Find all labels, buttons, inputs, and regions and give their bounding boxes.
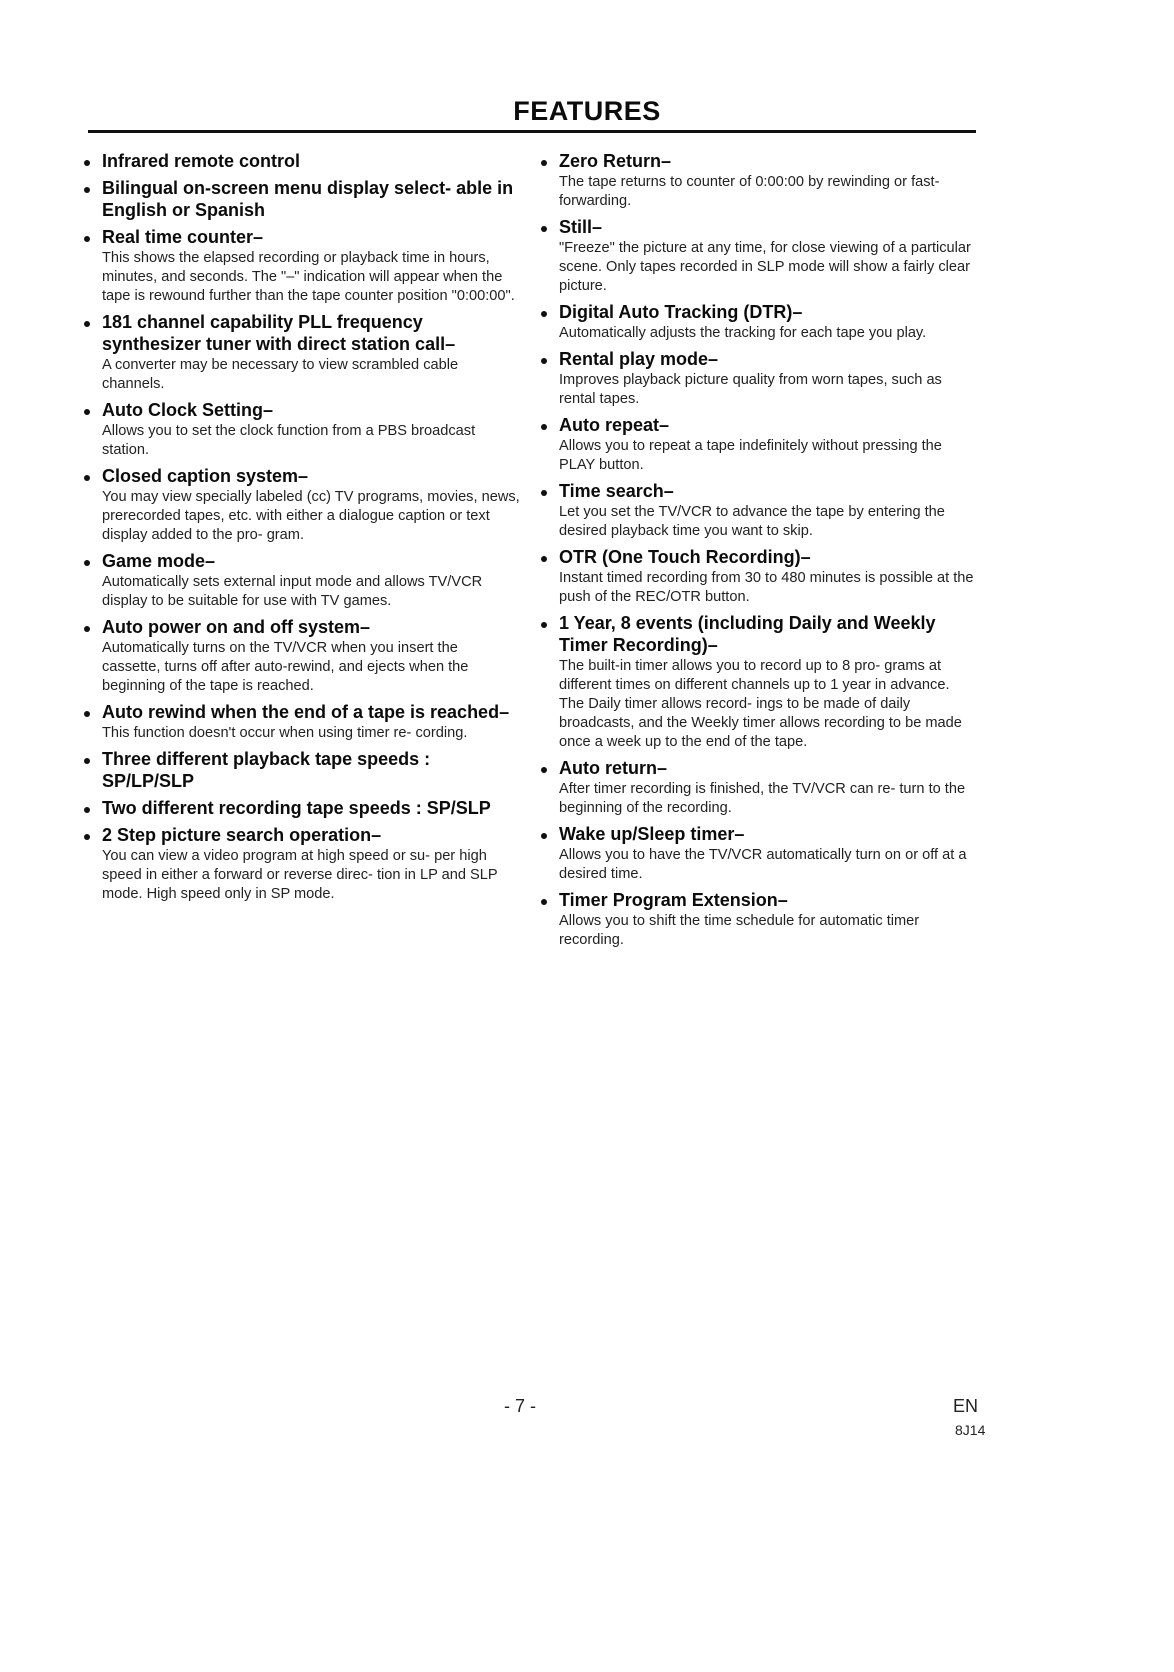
feature-description: "Freeze" the picture at any time, for close viewing of a particular scene. Only tapes recorded in SLP mode will show a fairly clear picture.	[559, 240, 971, 294]
feature-item	[80, 226, 520, 306]
feature-item	[537, 889, 977, 950]
feature-item	[80, 399, 520, 460]
feature-heading: Auto Clock Setting–	[102, 400, 274, 420]
bullet-icon	[541, 490, 547, 496]
feature-description: This shows the elapsed recording or playback time in hours, minutes, and seconds. The "–" indication will appear when the tape is rewound further than the tape counter position "0:00:00".	[102, 250, 515, 304]
feature-description: Allows you to set the clock function from a PBS broadcast station.	[102, 423, 476, 458]
feature-heading: 181 channel capability PLL frequency synthesizer tuner with direct station call–	[102, 312, 456, 354]
feature-heading: 2 Step picture search operation–	[102, 825, 382, 845]
feature-heading: Infrared remote control	[102, 151, 301, 171]
feature-item	[80, 150, 520, 172]
left-feature-column	[80, 150, 520, 909]
feature-heading: Still–	[559, 217, 603, 237]
feature-description: Improves playback picture quality from worn tapes, such as rental tapes.	[559, 372, 942, 407]
feature-heading: Real time counter–	[102, 227, 264, 247]
bullet-icon	[84, 475, 90, 481]
feature-description: Allows you to shift the time schedule for automatic timer recording.	[559, 913, 920, 948]
right-feature-column	[537, 150, 977, 955]
bullet-icon	[541, 767, 547, 773]
feature-heading: Game mode–	[102, 551, 216, 571]
bullet-icon	[541, 226, 547, 232]
title-underline	[88, 130, 976, 133]
bullet-icon	[84, 409, 90, 415]
feature-item	[80, 748, 520, 792]
feature-item	[537, 546, 977, 607]
bullet-icon	[84, 626, 90, 632]
feature-description: Let you set the TV/VCR to advance the tape by entering the desired playback time you want to skip.	[559, 504, 945, 539]
feature-heading: Auto return–	[559, 758, 667, 778]
bullet-icon	[84, 236, 90, 242]
feature-heading: Auto power on and off system–	[102, 617, 371, 637]
feature-heading: Time search–	[559, 481, 674, 501]
feature-item	[80, 550, 520, 611]
bullet-icon	[84, 711, 90, 717]
feature-item	[537, 612, 977, 752]
feature-description: Allows you to have the TV/VCR automatically turn on or off at a desired time.	[559, 847, 967, 882]
bullet-icon	[541, 899, 547, 905]
feature-heading: 1 Year, 8 events (including Daily and Weekly Timer Recording)–	[559, 613, 936, 655]
feature-item	[537, 480, 977, 541]
feature-heading: Zero Return–	[559, 151, 672, 171]
page-title: FEATURES	[513, 96, 661, 126]
bullet-icon	[541, 424, 547, 430]
bullet-icon	[84, 834, 90, 840]
feature-heading: Two different recording tape speeds : SP/SLP	[102, 798, 491, 818]
bullet-icon	[84, 187, 90, 193]
feature-description: Automatically sets external input mode and allows TV/VCR display to be suitable for use with TV games.	[102, 574, 483, 609]
feature-heading: Timer Program Extension–	[559, 890, 788, 910]
feature-heading: Three different playback tape speeds : SP/LP/SLP	[102, 749, 431, 791]
feature-description: You may view specially labeled (cc) TV programs, movies, news, prerecorded tapes, etc. with either a dialogue caption or text display added to the pro- gram.	[102, 489, 520, 543]
bullet-icon	[541, 311, 547, 317]
feature-description: You can view a video program at high speed or su- per high speed in either a forward or reverse direc- tion in LP and SLP mode. High speed only in SP mode.	[102, 848, 498, 902]
feature-heading: Closed caption system–	[102, 466, 309, 486]
bullet-icon	[84, 160, 90, 166]
feature-item	[80, 824, 520, 904]
feature-heading: Bilingual on-screen menu display select- able in English or Spanish	[102, 178, 514, 220]
feature-heading: Wake up/Sleep timer–	[559, 824, 745, 844]
feature-description: Automatically adjusts the tracking for each tape you play.	[559, 325, 927, 341]
bullet-icon	[541, 622, 547, 628]
bullet-icon	[541, 160, 547, 166]
page-number: - 7 -	[504, 1396, 537, 1416]
feature-item	[80, 616, 520, 696]
feature-item	[537, 757, 977, 818]
document-code: 8J14	[955, 1422, 986, 1438]
feature-description: After timer recording is finished, the TV/VCR can re- turn to the beginning of the recording.	[559, 781, 966, 816]
feature-heading: Rental play mode–	[559, 349, 719, 369]
feature-description: Automatically turns on the TV/VCR when you insert the cassette, turns off after auto-rewind, and ejects when the beginning of the tape is reached.	[102, 640, 469, 694]
feature-item	[537, 216, 977, 296]
feature-heading: Digital Auto Tracking (DTR)–	[559, 302, 803, 322]
feature-heading: OTR (One Touch Recording)–	[559, 547, 811, 567]
feature-item	[80, 177, 520, 221]
language-code: EN	[953, 1396, 979, 1416]
bullet-icon	[84, 321, 90, 327]
feature-description: This function doesn't occur when using timer re- cording.	[102, 725, 468, 741]
feature-description: A converter may be necessary to view scrambled cable channels.	[102, 357, 459, 392]
bullet-icon	[541, 556, 547, 562]
feature-item	[537, 150, 977, 211]
feature-description: The built-in timer allows you to record up to 8 pro- grams at different times on different channels up to 1 year in advance. The Daily timer allows record- ings to be made of daily broadcasts, and the Weekly timer allows recording to be made once a week up to the end of the tape.	[559, 658, 962, 750]
bullet-icon	[84, 807, 90, 813]
bullet-icon	[541, 358, 547, 364]
feature-item	[537, 348, 977, 409]
feature-item	[537, 301, 977, 343]
bullet-icon	[84, 560, 90, 566]
feature-item	[80, 797, 520, 819]
feature-description: Allows you to repeat a tape indefinitely without pressing the PLAY button.	[559, 438, 942, 473]
bullet-icon	[84, 758, 90, 764]
feature-description: Instant timed recording from 30 to 480 minutes is possible at the push of the REC/OTR button.	[559, 570, 974, 605]
feature-heading: Auto rewind when the end of a tape is reached–	[102, 702, 510, 722]
feature-description: The tape returns to counter of 0:00:00 by rewinding or fast-forwarding.	[559, 174, 940, 209]
feature-item	[80, 701, 520, 743]
feature-item	[537, 414, 977, 475]
bullet-icon	[541, 833, 547, 839]
feature-item	[80, 311, 520, 394]
feature-heading: Auto repeat–	[559, 415, 670, 435]
feature-item	[80, 465, 520, 545]
feature-item	[537, 823, 977, 884]
